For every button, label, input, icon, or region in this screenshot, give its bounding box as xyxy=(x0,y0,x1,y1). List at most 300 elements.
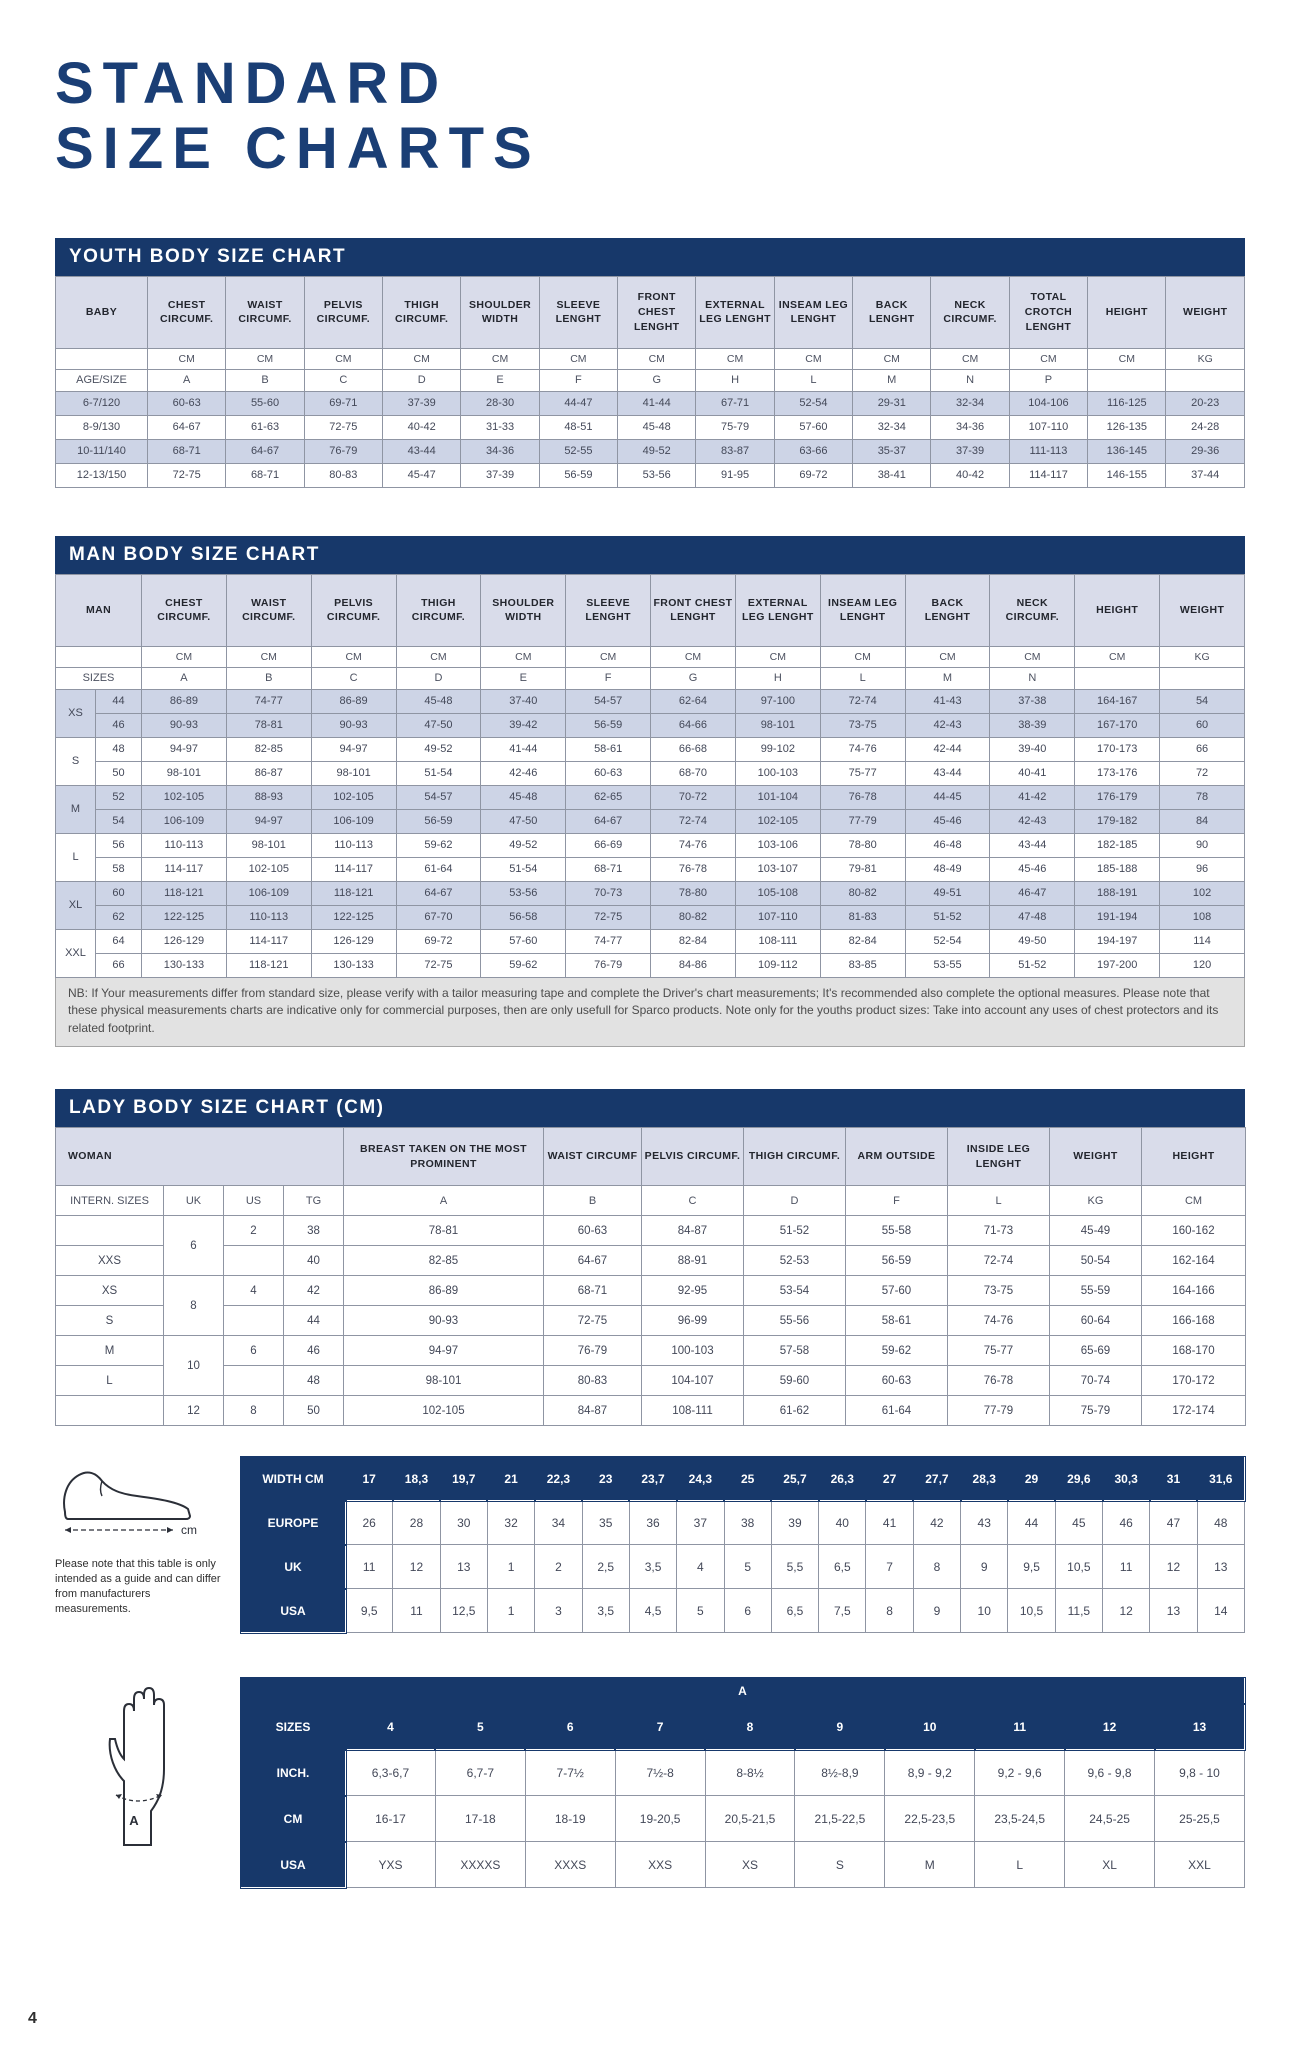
table-row xyxy=(56,1186,1246,1216)
data-cell: 37-39 xyxy=(931,439,1009,463)
data-cell: 53-55 xyxy=(905,953,990,977)
data-cell: 46 xyxy=(1103,1501,1150,1545)
data-cell: 82-84 xyxy=(651,929,736,953)
data-cell: 60-63 xyxy=(148,391,226,415)
unit-cell: CM xyxy=(481,646,566,667)
table-row xyxy=(56,857,1245,881)
glove-icon xyxy=(94,1677,178,1855)
unit-cell: CM xyxy=(539,348,617,369)
data-cell: 1 xyxy=(487,1589,534,1633)
data-cell: 18-19 xyxy=(525,1796,615,1842)
data-cell: 55-58 xyxy=(846,1216,948,1246)
data-cell: 6 xyxy=(525,1704,615,1750)
data-cell: 37 xyxy=(677,1501,724,1545)
data-cell: 26 xyxy=(346,1501,393,1545)
data-cell: 39 xyxy=(771,1501,818,1545)
data-cell: 41-44 xyxy=(618,391,696,415)
data-cell: 94-97 xyxy=(344,1336,544,1366)
data-cell: 8 xyxy=(913,1545,960,1589)
data-cell: 3,5 xyxy=(629,1545,676,1589)
data-cell: 32-34 xyxy=(853,415,931,439)
column-header: WAIST CIRCUMF xyxy=(544,1128,642,1186)
data-cell: 54-57 xyxy=(396,785,481,809)
data-cell: 8 xyxy=(705,1704,795,1750)
column-header: SLEEVE LENGHT xyxy=(566,574,651,646)
tg-size-cell: 48 xyxy=(284,1366,344,1396)
letter-cell xyxy=(1075,667,1160,689)
row-label: USA xyxy=(241,1842,346,1888)
column-header: INSEAM LEG LENGHT xyxy=(774,276,852,348)
data-cell: 22,5-23,5 xyxy=(885,1796,975,1842)
data-cell: 57-60 xyxy=(481,929,566,953)
tg-size-cell: 38 xyxy=(284,1216,344,1246)
intern-size-cell: L xyxy=(56,1366,164,1396)
data-cell: 53-56 xyxy=(618,463,696,487)
data-cell: 160-162 xyxy=(1142,1216,1246,1246)
data-cell: 82-85 xyxy=(344,1246,544,1276)
tg-size-cell: 50 xyxy=(284,1396,344,1426)
size-group-label: S xyxy=(56,737,96,785)
data-cell: 35-37 xyxy=(853,439,931,463)
data-cell: 42 xyxy=(913,1501,960,1545)
data-cell: XS xyxy=(705,1842,795,1888)
row-label: WIDTH CM xyxy=(241,1457,346,1501)
data-cell: 31,6 xyxy=(1197,1457,1244,1501)
data-cell: 72-75 xyxy=(148,463,226,487)
page xyxy=(0,51,1300,2027)
page-title-line2: SIZE CHARTS xyxy=(55,115,541,181)
data-cell: 52-54 xyxy=(774,391,852,415)
data-cell: 70-73 xyxy=(566,881,651,905)
table-row xyxy=(56,905,1245,929)
us-size-cell: 2 xyxy=(224,1216,284,1246)
data-cell: 46-47 xyxy=(990,881,1075,905)
unit-cell: CM xyxy=(651,646,736,667)
column-header: MAN xyxy=(56,574,142,646)
column-header: PELVIS CIRCUMF. xyxy=(311,574,396,646)
data-cell: 79-81 xyxy=(820,857,905,881)
data-cell: 48-49 xyxy=(905,857,990,881)
data-cell: 7 xyxy=(866,1545,913,1589)
data-cell: 176-179 xyxy=(1075,785,1160,809)
table-row xyxy=(56,1276,1246,1306)
unit-cell xyxy=(56,646,142,667)
data-cell: 52-54 xyxy=(905,929,990,953)
letter-cell: E xyxy=(461,369,539,391)
data-cell: 69-72 xyxy=(396,929,481,953)
table-row xyxy=(241,1545,1245,1589)
data-cell: 110-113 xyxy=(226,905,311,929)
data-cell: 73-75 xyxy=(948,1276,1050,1306)
data-cell: 126-129 xyxy=(311,929,396,953)
letter-cell: M xyxy=(905,667,990,689)
shoe-icon-column xyxy=(55,1456,240,1616)
column-header: EXTERNAL LEG LENGHT xyxy=(696,276,774,348)
table-row xyxy=(56,737,1245,761)
uk-size-cell: 6 xyxy=(164,1216,224,1276)
page-title xyxy=(55,52,1245,182)
data-cell: 69-71 xyxy=(304,391,382,415)
data-cell: 111-113 xyxy=(1009,439,1087,463)
column-header: THIGH CIRCUMF. xyxy=(383,276,461,348)
data-cell: 41 xyxy=(866,1501,913,1545)
data-cell: 110-113 xyxy=(142,833,227,857)
table-row xyxy=(241,1842,1245,1888)
data-cell: 75-79 xyxy=(696,415,774,439)
tg-size-cell: 46 xyxy=(284,1336,344,1366)
row-label: SIZES xyxy=(241,1704,346,1750)
table-row xyxy=(56,833,1245,857)
data-cell: 75-77 xyxy=(820,761,905,785)
column-header: PELVIS CIRCUMF. xyxy=(642,1128,744,1186)
data-cell: 38 xyxy=(724,1501,771,1545)
table-row xyxy=(241,1501,1245,1545)
data-cell: 82-84 xyxy=(820,929,905,953)
unit-cell: CM xyxy=(383,348,461,369)
shoe-guide-note: Please note that this table is only intended as a guide and can differ from manufacturers measurements. xyxy=(55,1558,221,1615)
data-cell: 70-74 xyxy=(1050,1366,1142,1396)
letter-cell: US xyxy=(224,1186,284,1216)
data-cell: 12 xyxy=(1150,1545,1197,1589)
letter-cell: L xyxy=(820,667,905,689)
data-cell: 24,5-25 xyxy=(1065,1796,1155,1842)
data-cell: 91-95 xyxy=(696,463,774,487)
data-cell: 90-93 xyxy=(344,1306,544,1336)
data-cell: 60 xyxy=(1160,713,1245,737)
data-cell: 44-45 xyxy=(905,785,990,809)
data-cell: 100-103 xyxy=(735,761,820,785)
data-cell: 32 xyxy=(487,1501,534,1545)
data-cell: 21 xyxy=(487,1457,534,1501)
data-cell: 11 xyxy=(1103,1545,1150,1589)
data-cell: 88-93 xyxy=(226,785,311,809)
data-cell: 116-125 xyxy=(1088,391,1166,415)
data-cell: 56-59 xyxy=(396,809,481,833)
data-cell: 51-52 xyxy=(744,1216,846,1246)
data-cell: 18,3 xyxy=(393,1457,440,1501)
data-cell: 16-17 xyxy=(346,1796,436,1842)
table-row xyxy=(56,391,1245,415)
data-cell: 9,8 - 10 xyxy=(1155,1750,1245,1796)
shoe-icon xyxy=(55,1456,205,1542)
data-cell: 118-121 xyxy=(311,881,396,905)
data-cell: 43 xyxy=(961,1501,1008,1545)
letter-cell: B xyxy=(544,1186,642,1216)
column-header: WAIST CIRCUMF. xyxy=(226,574,311,646)
data-cell: 49-52 xyxy=(618,439,696,463)
data-cell: 170-172 xyxy=(1142,1366,1246,1396)
data-cell: 12 xyxy=(393,1545,440,1589)
intern-size-cell xyxy=(56,1396,164,1426)
data-cell: 59-60 xyxy=(744,1366,846,1396)
data-cell: 46-48 xyxy=(905,833,990,857)
data-cell: 92-95 xyxy=(642,1276,744,1306)
data-cell: 11 xyxy=(975,1704,1065,1750)
data-cell: 47-48 xyxy=(990,905,1075,929)
table-row xyxy=(241,1704,1245,1750)
data-cell: 70-72 xyxy=(651,785,736,809)
data-cell: 3,5 xyxy=(582,1589,629,1633)
data-cell: 12 xyxy=(1103,1589,1150,1633)
data-cell: 23 xyxy=(582,1457,629,1501)
data-cell: 74-76 xyxy=(820,737,905,761)
data-cell: 41-42 xyxy=(990,785,1075,809)
data-cell: 76-79 xyxy=(304,439,382,463)
column-header: SHOULDER WIDTH xyxy=(481,574,566,646)
data-cell: 88-91 xyxy=(642,1246,744,1276)
table-row xyxy=(56,348,1245,369)
data-cell: 37-44 xyxy=(1166,463,1245,487)
data-cell: 108-111 xyxy=(735,929,820,953)
data-cell: 78-80 xyxy=(820,833,905,857)
data-cell: 9,5 xyxy=(1008,1545,1055,1589)
data-cell: 53-56 xyxy=(481,881,566,905)
data-cell: 102 xyxy=(1160,881,1245,905)
data-cell: 191-194 xyxy=(1075,905,1160,929)
data-cell: 17-18 xyxy=(435,1796,525,1842)
data-cell: 98-101 xyxy=(142,761,227,785)
data-cell: 179-182 xyxy=(1075,809,1160,833)
uk-size-cell: 10 xyxy=(164,1336,224,1396)
unit-cell: CM xyxy=(226,348,304,369)
data-cell: 78-81 xyxy=(226,713,311,737)
data-cell: 77-79 xyxy=(820,809,905,833)
data-cell: 29,6 xyxy=(1055,1457,1102,1501)
data-cell: 9 xyxy=(913,1589,960,1633)
data-cell: 19,7 xyxy=(440,1457,487,1501)
column-header: CHEST CIRCUMF. xyxy=(142,574,227,646)
letter-cell: TG xyxy=(284,1186,344,1216)
data-cell: 41-44 xyxy=(481,737,566,761)
data-cell: 61-64 xyxy=(846,1396,948,1426)
data-cell: 7,5 xyxy=(819,1589,866,1633)
row-label: 6-7/120 xyxy=(56,391,148,415)
data-cell: 28 xyxy=(393,1501,440,1545)
column-header: FRONT CHEST LENGHT xyxy=(618,276,696,348)
lady-chart-title: LADY BODY SIZE CHART (CM) xyxy=(55,1089,1245,1127)
data-cell: 90-93 xyxy=(142,713,227,737)
unit-cell: KG xyxy=(1166,348,1245,369)
data-cell: 74-76 xyxy=(948,1306,1050,1336)
intern-size-cell xyxy=(56,1216,164,1246)
data-cell: 75-77 xyxy=(948,1336,1050,1366)
letter-cell: G xyxy=(651,667,736,689)
data-cell: 44-47 xyxy=(539,391,617,415)
data-cell: 76-79 xyxy=(566,953,651,977)
data-cell: 74-77 xyxy=(566,929,651,953)
column-header: WEIGHT xyxy=(1166,276,1245,348)
column-header: INSIDE LEG LENGHT xyxy=(948,1128,1050,1186)
data-cell: 42-44 xyxy=(905,737,990,761)
youth-chart-title: YOUTH BODY SIZE CHART xyxy=(55,238,1245,276)
data-cell: 4 xyxy=(677,1545,724,1589)
letter-cell: F xyxy=(846,1186,948,1216)
page-number: 4 xyxy=(28,2010,37,2027)
size-group-label: XL xyxy=(56,881,96,929)
data-cell: 56-59 xyxy=(566,713,651,737)
shoe-icon-unit-label: cm xyxy=(181,1523,197,1538)
data-cell: 126-135 xyxy=(1088,415,1166,439)
page-title-line1: STANDARD xyxy=(55,51,449,116)
column-header: HEIGHT xyxy=(1075,574,1160,646)
shoe-chart-section xyxy=(55,1456,1245,1633)
column-header: PELVIS CIRCUMF. xyxy=(304,276,382,348)
table-row xyxy=(56,1336,1246,1366)
data-cell: 5,5 xyxy=(771,1545,818,1589)
data-cell: 172-174 xyxy=(1142,1396,1246,1426)
data-cell: 22,3 xyxy=(535,1457,582,1501)
data-cell: 167-170 xyxy=(1075,713,1160,737)
size-number: 62 xyxy=(96,905,142,929)
data-cell: 47 xyxy=(1150,1501,1197,1545)
data-cell: 13 xyxy=(440,1545,487,1589)
size-number: 48 xyxy=(96,737,142,761)
data-cell: 40 xyxy=(819,1501,866,1545)
data-cell: 64-67 xyxy=(226,439,304,463)
letter-cell: L xyxy=(948,1186,1050,1216)
us-size-cell: 6 xyxy=(224,1336,284,1366)
table-row xyxy=(56,1366,1246,1396)
size-number: 44 xyxy=(96,689,142,713)
data-cell: XXXXS xyxy=(435,1842,525,1888)
data-cell: 94-97 xyxy=(142,737,227,761)
data-cell: 102-105 xyxy=(226,857,311,881)
intern-size-cell: XXS xyxy=(56,1246,164,1276)
data-cell: 29 xyxy=(1008,1457,1055,1501)
table-row xyxy=(56,1128,1246,1186)
data-cell: XL xyxy=(1065,1842,1155,1888)
unit-cell: CM xyxy=(696,348,774,369)
data-cell: 51-54 xyxy=(396,761,481,785)
size-number: 56 xyxy=(96,833,142,857)
data-cell: 51-54 xyxy=(481,857,566,881)
row-label: CM xyxy=(241,1796,346,1842)
data-cell: 57-60 xyxy=(774,415,852,439)
data-cell: XXXS xyxy=(525,1842,615,1888)
data-cell: 36 xyxy=(629,1501,676,1545)
data-cell: 25 xyxy=(724,1457,771,1501)
letter-cell: N xyxy=(931,369,1009,391)
letter-cell: UK xyxy=(164,1186,224,1216)
data-cell: 182-185 xyxy=(1075,833,1160,857)
data-cell: 49-52 xyxy=(396,737,481,761)
data-cell: 83-85 xyxy=(820,953,905,977)
data-cell: 6,5 xyxy=(819,1545,866,1589)
data-cell: 55-60 xyxy=(226,391,304,415)
data-cell: 40-42 xyxy=(931,463,1009,487)
data-cell: 37-38 xyxy=(990,689,1075,713)
data-cell: 2,5 xyxy=(582,1545,629,1589)
data-cell: 114 xyxy=(1160,929,1245,953)
data-cell: 42-43 xyxy=(905,713,990,737)
data-cell: 64-67 xyxy=(566,809,651,833)
data-cell: 62-65 xyxy=(566,785,651,809)
data-cell: 56-58 xyxy=(481,905,566,929)
data-cell: 60-63 xyxy=(846,1366,948,1396)
data-cell: 72-75 xyxy=(396,953,481,977)
data-cell: 9,2 - 9,6 xyxy=(975,1750,1065,1796)
table-row xyxy=(56,953,1245,977)
data-cell: 72-75 xyxy=(544,1306,642,1336)
data-cell: 162-164 xyxy=(1142,1246,1246,1276)
data-cell: 76-78 xyxy=(820,785,905,809)
data-cell: 61-62 xyxy=(744,1396,846,1426)
glove-chart-section xyxy=(55,1677,1245,1888)
size-group-label: XXL xyxy=(56,929,96,977)
data-cell: 45-48 xyxy=(618,415,696,439)
data-cell: 49-52 xyxy=(481,833,566,857)
data-cell: 5 xyxy=(677,1589,724,1633)
data-cell: XXS xyxy=(615,1842,705,1888)
uk-size-cell: 12 xyxy=(164,1396,224,1426)
data-cell: 86-87 xyxy=(226,761,311,785)
letter-cell: H xyxy=(696,369,774,391)
data-cell: 72-75 xyxy=(566,905,651,929)
data-cell: 84-86 xyxy=(651,953,736,977)
us-size-cell xyxy=(224,1246,284,1276)
glove-size-table xyxy=(240,1677,1245,1888)
data-cell: 170-173 xyxy=(1075,737,1160,761)
data-cell: 30 xyxy=(440,1501,487,1545)
glove-icon-measure-label: A xyxy=(128,1813,139,1829)
table-row xyxy=(241,1750,1245,1796)
row-label: INCH. xyxy=(241,1750,346,1796)
data-cell: 168-170 xyxy=(1142,1336,1246,1366)
data-cell: 7-7½ xyxy=(525,1750,615,1796)
data-cell: 13 xyxy=(1155,1704,1245,1750)
data-cell: 34-36 xyxy=(461,439,539,463)
data-cell: 69-72 xyxy=(774,463,852,487)
data-cell: 59-62 xyxy=(846,1336,948,1366)
data-cell: 4,5 xyxy=(629,1589,676,1633)
data-cell: 75-79 xyxy=(1050,1396,1142,1426)
data-cell: 164-167 xyxy=(1075,689,1160,713)
intern-size-cell: M xyxy=(56,1336,164,1366)
data-cell: 68-71 xyxy=(544,1276,642,1306)
data-cell: 40-41 xyxy=(990,761,1075,785)
data-cell: 10,5 xyxy=(1008,1589,1055,1633)
data-cell: 5 xyxy=(435,1704,525,1750)
unit-cell: CM xyxy=(820,646,905,667)
data-cell: 68-71 xyxy=(148,439,226,463)
data-cell: 66-69 xyxy=(566,833,651,857)
data-cell: 72-74 xyxy=(651,809,736,833)
letter-cell: B xyxy=(226,369,304,391)
us-size-cell xyxy=(224,1366,284,1396)
data-cell: 101-104 xyxy=(735,785,820,809)
unit-cell: CM xyxy=(931,348,1009,369)
data-cell: 45-47 xyxy=(383,463,461,487)
data-cell: 21,5-22,5 xyxy=(795,1796,885,1842)
letter-cell: D xyxy=(396,667,481,689)
intern-size-cell: S xyxy=(56,1306,164,1336)
data-cell: 114-117 xyxy=(311,857,396,881)
column-header: ARM OUTSIDE xyxy=(846,1128,948,1186)
us-size-cell: 4 xyxy=(224,1276,284,1306)
data-cell: 23,5-24,5 xyxy=(975,1796,1065,1842)
letter-cell: M xyxy=(853,369,931,391)
data-cell: 122-125 xyxy=(142,905,227,929)
column-header: WOMAN xyxy=(56,1128,344,1186)
data-cell: 58-61 xyxy=(566,737,651,761)
data-cell: 34 xyxy=(535,1501,582,1545)
data-cell: 110-113 xyxy=(311,833,396,857)
data-cell: 28-30 xyxy=(461,391,539,415)
column-header: THIGH CIRCUMF. xyxy=(396,574,481,646)
data-cell: 72-75 xyxy=(304,415,382,439)
data-cell: 76-78 xyxy=(948,1366,1050,1396)
data-cell: 76-79 xyxy=(544,1336,642,1366)
